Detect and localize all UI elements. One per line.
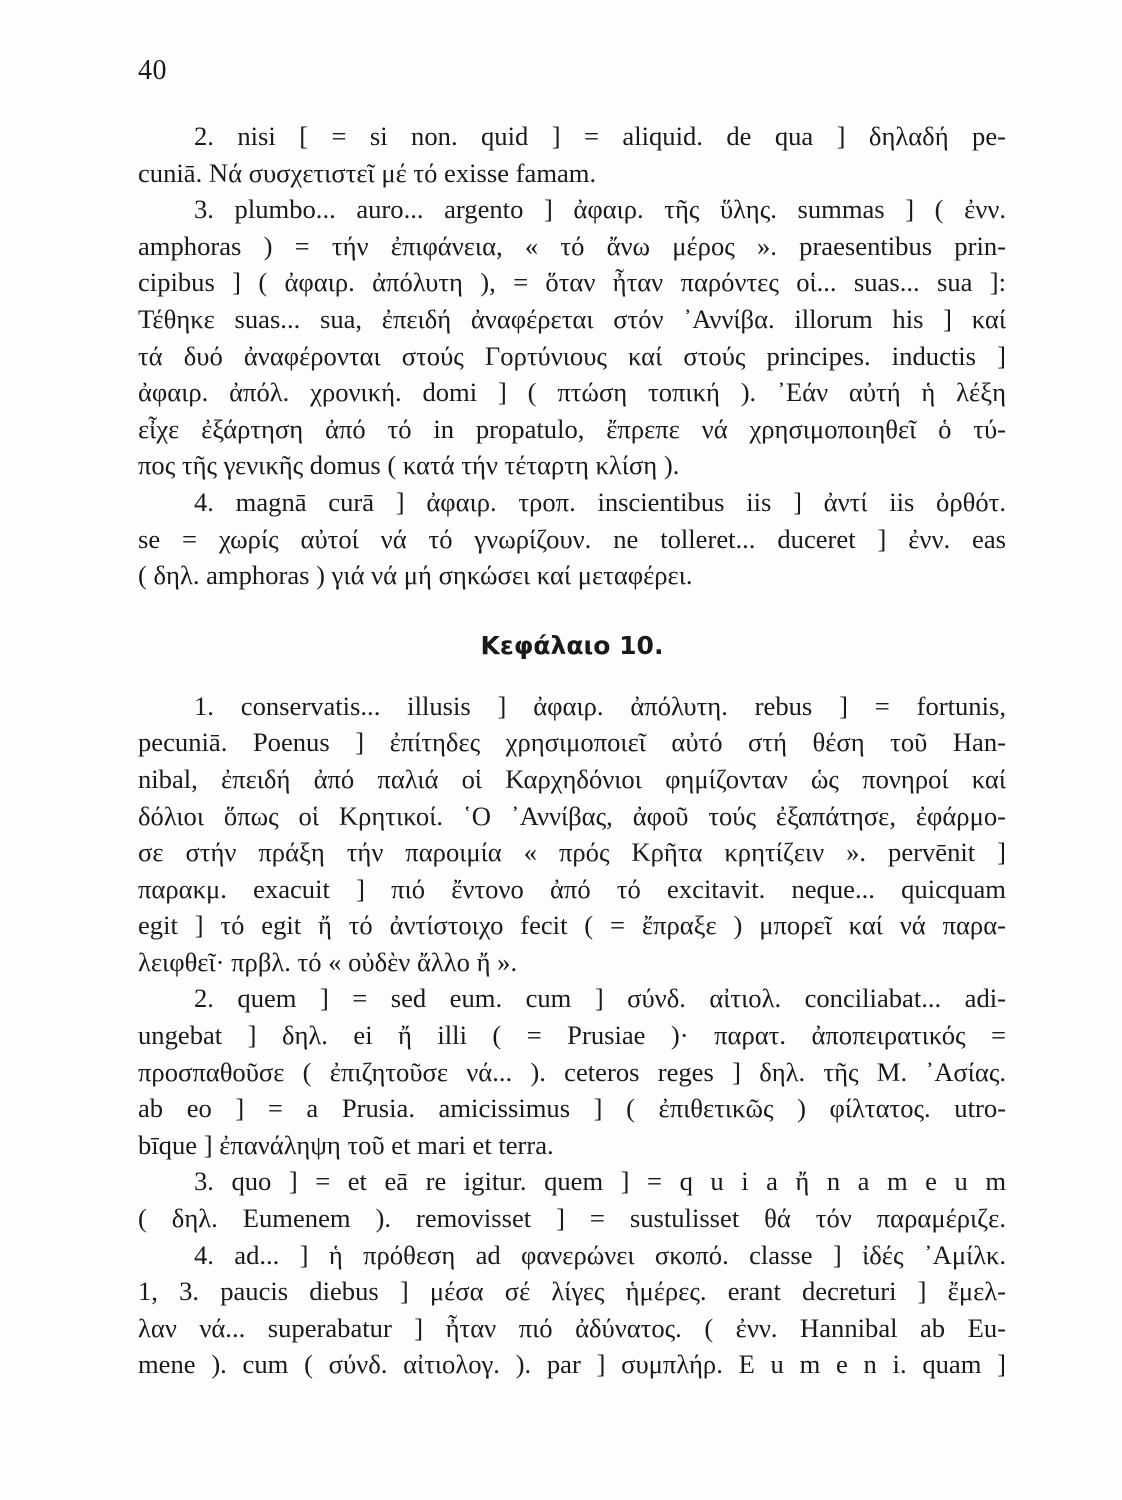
text-line: 1. conservatis... illusis ] ἀφαιρ. ἀπόλυτη. rebus ] = fortunis, xyxy=(194,690,1006,721)
chapter-heading: Κεφάλαιο 10. xyxy=(480,630,664,660)
text-line: 3. quo ] = et eā re igitur. quem ] = q u i a ἤ n a m e u m xyxy=(194,1166,1006,1197)
text-line: bīque ] ἐπανάληψη τοῦ et mari et terra. xyxy=(138,1129,554,1160)
text-line: 3. plumbo... auro... argento ] ἀφαιρ. τῆς ὕλης. summas ] ( ἐνν. xyxy=(194,194,1006,225)
text-line: προσπαθοῦσε ( ἐπιζητοῦσε νά... ). ceteros reges ] δηλ. τῆς Μ. ᾿Ασίας. xyxy=(138,1056,1006,1087)
text-line: se = χωρίς αὐτοί νά τό γνωρίζουν. ne tolleret... duceret ] ἐνν. eas xyxy=(138,523,1006,554)
text-line: cipibus ] ( ἀφαιρ. ἀπόλυτη ), = ὅταν ἦταν παρόντες οἱ... suas... sua ]: xyxy=(138,267,1006,298)
text-line: ( δηλ. amphoras ) γιά νά μή σηκώσει καί μεταφέρει. xyxy=(138,560,693,591)
text-line: cuniā. Νά συσχετιστεῖ μέ τό exisse famam. xyxy=(138,157,597,188)
text-line: mene ). cum ( σύνδ. αἰτιολογ. ). par ] συμπλήρ. E u m e n i. quam ] xyxy=(138,1349,1006,1380)
text-line: λειφθεῖ· πρβλ. τό « οὐδὲν ἄλλο ἤ ». xyxy=(138,946,518,977)
text-line: ( δηλ. Eumenem ). removisset ] = sustulisset θά τόν παραμέριζε. xyxy=(138,1203,1006,1234)
text-line: τά δυό ἀναφέρονται στούς Γορτύνιους καί στούς principes. inductis ] xyxy=(138,340,1006,371)
text-line: σε στήν πράξη τήν παροιμία « πρός Κρῆτα κρητίζειν ». pervēnit ] xyxy=(138,837,1006,868)
text-line: ab eo ] = a Prusia. amicissimus ] ( ἐπιθετικῶς ) φίλτατος. utro- xyxy=(138,1093,1006,1124)
text-line: ungebat ] δηλ. ei ἤ illi ( = Prusiae )· παρατ. ἀποπειρατικός = xyxy=(138,1020,1006,1051)
text-line: nibal, ἐπειδή ἀπό παλιά οἱ Καρχηδόνιοι φημίζονταν ὡς πονηροί καί xyxy=(138,763,1006,794)
text-line: λαν νά... superabatur ] ἦταν πιό ἀδύνατος. ( ἐνν. Hannibal ab Eu- xyxy=(138,1312,1006,1343)
text-line: δόλιοι ὅπως οἱ Κρητικοί. ῾Ο ᾿Αννίβας, ἀφοῦ τούς ἐξαπάτησε, ἐφάρμο- xyxy=(138,800,1006,831)
text-line: 2. nisi [ = si non. quid ] = aliquid. de qua ] δηλαδή pe- xyxy=(194,121,1006,151)
page-number: 40 xyxy=(138,55,167,86)
commentary-text xyxy=(138,118,1006,1383)
text-line: Τέθηκε suas... sua, ἐπειδή ἀναφέρεται στόν ᾿Αννίβα. illorum his ] καί xyxy=(138,303,1006,334)
text-line: pecuniā. Poenus ] ἐπίτηδες χρησιμοποιεῖ αὐτό στή θέση τοῦ Han- xyxy=(138,727,1006,758)
text-line: πος τῆς γενικῆς domus ( κατά τήν τέταρτη κλίση ). xyxy=(138,450,680,481)
text-line: 4. magnā curā ] ἀφαιρ. τροπ. inscientibus iis ] ἀντί iis ὀρθότ. xyxy=(194,486,1006,517)
text-line: 2. quem ] = sed eum. cum ] σύνδ. αἰτιολ. conciliabat... adi- xyxy=(194,983,1006,1014)
text-line: 1, 3. paucis diebus ] μέσα σέ λίγες ἡμέρες. erant decreturi ] ἔμελ- xyxy=(138,1276,1006,1307)
text-line: amphoras ) = τήν ἐπιφάνεια, « τό ἄνω μέρος ». praesentibus prin- xyxy=(138,230,1006,261)
text-line: παρακμ. exacuit ] πιό ἔντονο ἀπό τό excitavit. neque... quicquam xyxy=(138,873,1006,904)
text-line: ἀφαιρ. ἀπόλ. χρονική. domi ] ( πτώση τοπική ). ᾿Εάν αὐτή ἡ λέξη xyxy=(138,377,1006,408)
text-line: εἶχε ἐξάρτηση ἀπό τό in propatulo, ἔπρεπε νά χρησιμοποιηθεῖ ὁ τύ- xyxy=(138,413,1006,444)
text-line: egit ] τό egit ἤ τό ἀντίστοιχο fecit ( = ἔπραξε ) μπορεῖ καί νά παρα- xyxy=(138,910,1006,941)
text-line: 4. ad... ] ἡ πρόθεση ad φανερώνει σκοπό. classe ] ἰδές ᾿Αμίλκ. xyxy=(194,1239,1006,1270)
